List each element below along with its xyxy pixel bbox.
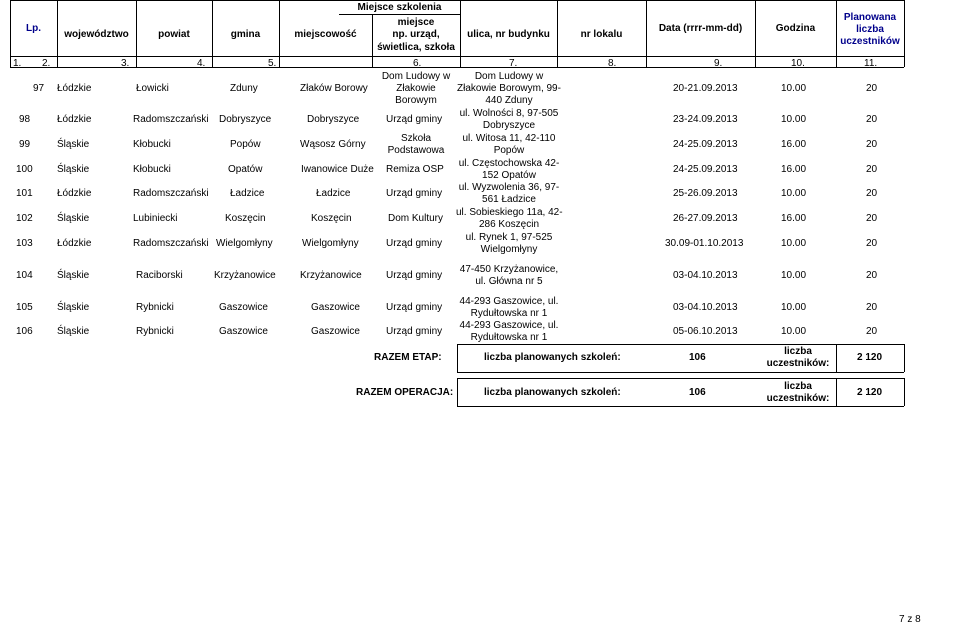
cell-woj: Łódzkie bbox=[57, 188, 92, 199]
summary-operacja-label: RAZEM OPERACJA: bbox=[356, 387, 454, 398]
cell-miejsce: Urząd gminy bbox=[386, 238, 443, 249]
page-number: 7 z 8 bbox=[899, 614, 921, 625]
cell-data: 03-04.10.2013 bbox=[673, 270, 738, 281]
col-number: 11. bbox=[864, 58, 878, 69]
cell-miejsce: Urząd gminy bbox=[386, 188, 443, 199]
cell-liczba: 20 bbox=[866, 302, 878, 313]
summary-etap-label: RAZEM ETAP: bbox=[374, 352, 442, 363]
header-miejsce-line3: świetlica, szkoła bbox=[377, 42, 455, 53]
header-lp: Lp. bbox=[26, 23, 41, 34]
cell-miejsce: Urząd gminy bbox=[386, 326, 443, 337]
header-planowana-line1: Planowana bbox=[843, 12, 897, 23]
col-number: 10. bbox=[791, 58, 805, 69]
cell-godzina: 10.00 bbox=[781, 238, 807, 249]
cell-ulica: 44-293 Gaszowice, ul. bbox=[459, 320, 559, 331]
cell-lp: 101 bbox=[16, 188, 33, 199]
cell-woj: Śląskie bbox=[57, 270, 90, 281]
cell-woj: Śląskie bbox=[57, 302, 90, 313]
header-lokal: nr lokalu bbox=[580, 29, 623, 40]
cell-liczba: 20 bbox=[866, 270, 878, 281]
cell-ulica: 286 Koszęcin bbox=[478, 219, 540, 230]
cell-miejscowosc: Ładzice bbox=[316, 188, 351, 199]
cell-ulica: Wielgomłyny bbox=[480, 244, 538, 255]
cell-lp: 106 bbox=[16, 326, 33, 337]
cell-woj: Śląskie bbox=[57, 139, 90, 150]
summary-operacja-szkolen-label: liczba planowanych szkoleń: bbox=[484, 387, 621, 398]
cell-miejscowosc: Dobryszyce bbox=[307, 114, 360, 125]
cell-powiat: Radomszczański bbox=[133, 114, 209, 125]
cell-liczba: 20 bbox=[866, 139, 878, 150]
cell-powiat: Rybnicki bbox=[136, 326, 174, 337]
cell-godzina: 10.00 bbox=[781, 302, 807, 313]
cell-ulica: 561 Ładzice bbox=[482, 194, 536, 205]
cell-miejscowosc: Iwanowice Duże bbox=[301, 164, 374, 175]
cell-lp: 99 bbox=[19, 139, 31, 150]
cell-miejscowosc: Krzyżanowice bbox=[300, 270, 362, 281]
cell-ulica: 440 Zduny bbox=[485, 95, 533, 106]
header-gmina: gmina bbox=[230, 29, 261, 40]
header-planowana-line3: uczestników bbox=[840, 36, 900, 47]
col-number: 7. bbox=[509, 58, 518, 69]
cell-gmina: Popów bbox=[230, 139, 261, 150]
cell-ulica: ul. Wolności 8, 97-505 bbox=[459, 108, 559, 119]
cell-ulica: Popów bbox=[493, 145, 525, 156]
cell-miejsce: Złakowie bbox=[396, 83, 436, 94]
cell-ulica: ul. Częstochowska 42- bbox=[458, 158, 560, 169]
cell-ulica: 44-293 Gaszowice, ul. bbox=[459, 296, 559, 307]
cell-lp: 103 bbox=[16, 238, 33, 249]
cell-ulica: Rydułtowska nr 1 bbox=[470, 332, 548, 343]
cell-godzina: 16.00 bbox=[781, 139, 807, 150]
cell-gmina: Dobryszyce bbox=[219, 114, 272, 125]
cell-ulica: ul. Wyzwolenia 36, 97- bbox=[458, 182, 560, 193]
cell-powiat: Kłobucki bbox=[133, 164, 171, 175]
cell-miejscowosc: Gaszowice bbox=[311, 302, 360, 313]
cell-miejsce: Borowym bbox=[395, 95, 437, 106]
cell-ulica: 152 Opatów bbox=[482, 170, 536, 181]
summary-etap-uczestnikow-label: liczba bbox=[784, 346, 812, 357]
cell-miejsce: Podstawowa bbox=[387, 145, 445, 156]
cell-gmina: Koszęcin bbox=[225, 213, 266, 224]
cell-lp: 97 bbox=[33, 83, 45, 94]
cell-data: 25-26.09.2013 bbox=[673, 188, 738, 199]
cell-data: 23-24.09.2013 bbox=[673, 114, 738, 125]
header-godzina: Godzina bbox=[775, 23, 816, 34]
cell-ulica: ul. Sobieskiego 11a, 42- bbox=[456, 207, 563, 218]
cell-gmina: Ładzice bbox=[230, 188, 265, 199]
cell-godzina: 10.00 bbox=[781, 270, 807, 281]
cell-powiat: Łowicki bbox=[136, 83, 169, 94]
cell-miejsce: Remiza OSP bbox=[386, 164, 444, 175]
cell-liczba: 20 bbox=[866, 238, 878, 249]
cell-godzina: 16.00 bbox=[781, 164, 807, 175]
header-wojewodztwo: województwo bbox=[64, 29, 129, 40]
cell-data: 05-06.10.2013 bbox=[673, 326, 738, 337]
cell-miejsce: Urząd gminy bbox=[386, 114, 443, 125]
cell-godzina: 16.00 bbox=[781, 213, 807, 224]
cell-data: 20-21.09.2013 bbox=[673, 83, 738, 94]
cell-data: 03-04.10.2013 bbox=[673, 302, 738, 313]
cell-gmina: Zduny bbox=[230, 83, 258, 94]
cell-woj: Śląskie bbox=[57, 213, 90, 224]
cell-miejsce: Urząd gminy bbox=[386, 302, 443, 313]
col-number: 2. bbox=[42, 58, 51, 69]
header-data: Data (rrrr-mm-dd) bbox=[658, 23, 743, 34]
cell-powiat: Radomszczański bbox=[133, 188, 209, 199]
summary-etap-szkolen-value: 106 bbox=[689, 352, 706, 363]
cell-woj: Łódzkie bbox=[57, 238, 92, 249]
summary-etap-uczestnikow-value: 2 120 bbox=[857, 352, 883, 363]
cell-woj: Śląskie bbox=[57, 326, 90, 337]
cell-data: 26-27.09.2013 bbox=[673, 213, 738, 224]
summary-operacja-uczestnikow-label: liczba bbox=[784, 381, 812, 392]
cell-lp: 98 bbox=[19, 114, 31, 125]
cell-powiat: Radomszczański bbox=[133, 238, 209, 249]
cell-liczba: 20 bbox=[866, 83, 878, 94]
summary-operacja-szkolen-value: 106 bbox=[689, 387, 706, 398]
cell-miejscowosc: Koszęcin bbox=[311, 213, 352, 224]
cell-powiat: Lubiniecki bbox=[133, 213, 178, 224]
cell-miejscowosc: Wąsosz Górny bbox=[300, 139, 366, 150]
col-number: 3. bbox=[121, 58, 130, 69]
cell-liczba: 20 bbox=[866, 114, 878, 125]
cell-powiat: Kłobucki bbox=[133, 139, 171, 150]
cell-powiat: Rybnicki bbox=[136, 302, 174, 313]
summary-operacja-uczestnikow-label: uczestników: bbox=[766, 393, 830, 404]
cell-lp: 100 bbox=[16, 164, 33, 175]
col-number: 9. bbox=[714, 58, 723, 69]
col-number: 4. bbox=[197, 58, 206, 69]
cell-woj: Łódzkie bbox=[57, 83, 92, 94]
col-number: 1. bbox=[13, 58, 22, 69]
header-planowana-line2: liczba bbox=[856, 24, 884, 35]
cell-miejsce: Dom Kultury bbox=[388, 213, 444, 224]
cell-data: 24-25.09.2013 bbox=[673, 164, 738, 175]
cell-data: 30.09-01.10.2013 bbox=[665, 238, 744, 249]
cell-miejsce: Urząd gminy bbox=[386, 270, 443, 281]
cell-ulica: Rydułtowska nr 1 bbox=[470, 308, 548, 319]
cell-woj: Łódzkie bbox=[57, 114, 92, 125]
cell-liczba: 20 bbox=[866, 188, 878, 199]
cell-miejsce: Szkoła bbox=[400, 133, 431, 144]
header-group-title: Miejsce szkolenia bbox=[357, 2, 442, 13]
cell-gmina: Gaszowice bbox=[219, 326, 268, 337]
cell-ulica: 47-450 Krzyżanowice, bbox=[459, 264, 559, 275]
header-powiat: powiat bbox=[158, 29, 190, 40]
cell-lp: 104 bbox=[16, 270, 33, 281]
cell-godzina: 10.00 bbox=[781, 83, 807, 94]
cell-woj: Śląskie bbox=[57, 164, 90, 175]
cell-powiat: Raciborski bbox=[136, 270, 183, 281]
cell-ulica: ul. Główna nr 5 bbox=[475, 276, 543, 287]
cell-ulica: Dobryszyce bbox=[482, 120, 536, 131]
cell-gmina: Krzyżanowice bbox=[214, 270, 276, 281]
header-miejsce-line1: miejsce bbox=[397, 17, 435, 28]
cell-ulica: Złakowie Borowym, 99- bbox=[457, 83, 561, 94]
cell-miejsce: Dom Ludowy w bbox=[381, 71, 451, 82]
cell-gmina: Gaszowice bbox=[219, 302, 268, 313]
cell-godzina: 10.00 bbox=[781, 114, 807, 125]
header-miejscowosc: miejscowość bbox=[294, 29, 357, 40]
cell-ulica: ul. Rynek 1, 97-525 bbox=[465, 232, 553, 243]
cell-lp: 105 bbox=[16, 302, 33, 313]
header-miejsce-line2: np. urząd, bbox=[392, 29, 440, 40]
cell-godzina: 10.00 bbox=[781, 326, 807, 337]
cell-liczba: 20 bbox=[866, 213, 878, 224]
col-number: 6. bbox=[413, 58, 422, 69]
cell-ulica: ul. Witosa 11, 42-110 bbox=[462, 133, 556, 144]
cell-gmina: Opatów bbox=[228, 164, 263, 175]
cell-miejscowosc: Złaków Borowy bbox=[300, 83, 368, 94]
cell-godzina: 10.00 bbox=[781, 188, 807, 199]
cell-liczba: 20 bbox=[866, 326, 878, 337]
cell-miejscowosc: Wielgomłyny bbox=[302, 238, 359, 249]
cell-miejscowosc: Gaszowice bbox=[311, 326, 360, 337]
cell-gmina: Wielgomłyny bbox=[216, 238, 273, 249]
cell-data: 24-25.09.2013 bbox=[673, 139, 738, 150]
summary-etap-szkolen-label: liczba planowanych szkoleń: bbox=[484, 352, 621, 363]
col-number: 8. bbox=[608, 58, 617, 69]
header-ulica: ulica, nr budynku bbox=[467, 29, 550, 40]
cell-liczba: 20 bbox=[866, 164, 878, 175]
cell-lp: 102 bbox=[16, 213, 33, 224]
col-number: 5. bbox=[268, 58, 277, 69]
summary-etap-uczestnikow-label: uczestników: bbox=[766, 358, 830, 369]
summary-operacja-uczestnikow-value: 2 120 bbox=[857, 387, 883, 398]
cell-ulica: Dom Ludowy w bbox=[474, 71, 544, 82]
